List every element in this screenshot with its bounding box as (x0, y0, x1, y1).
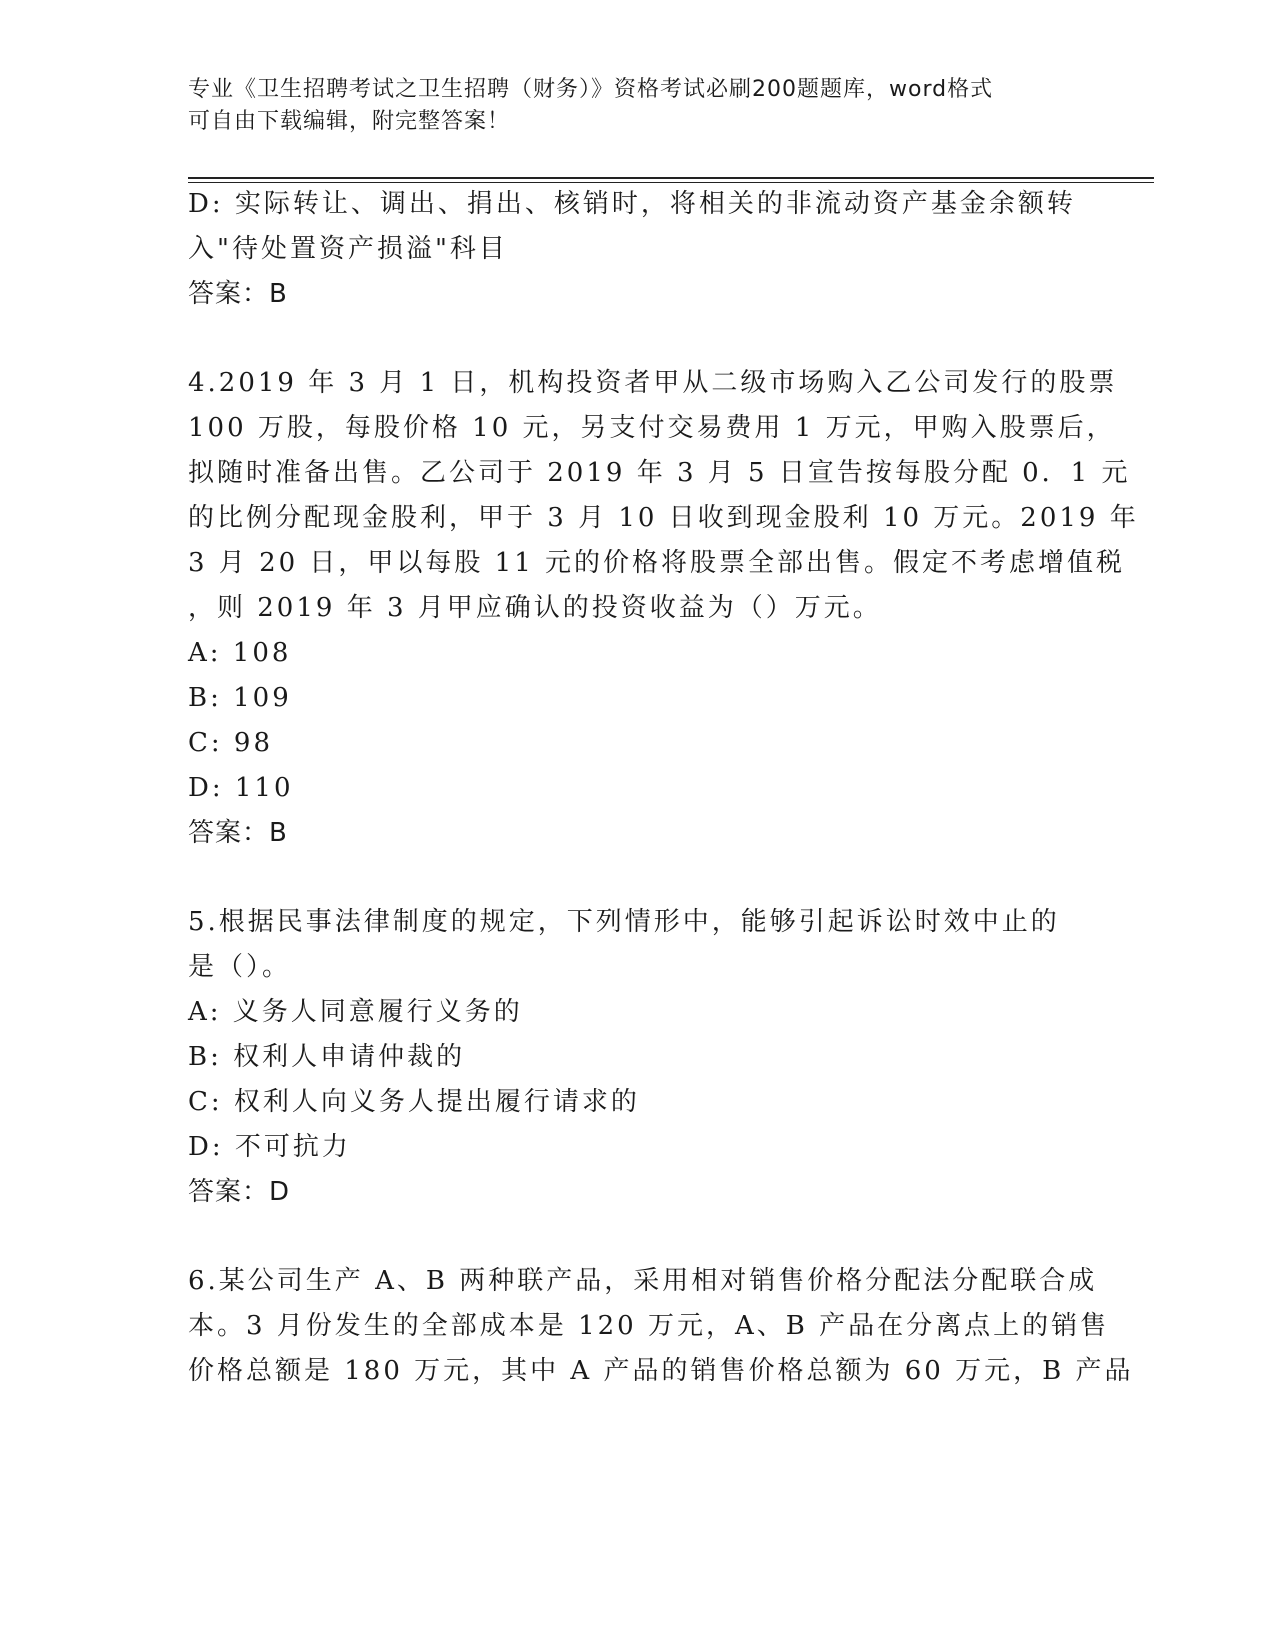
spacer (188, 317, 1088, 361)
q4-stem-line-3: 拟随时准备出售。乙公司于 2019 年 3 月 5 日宣告按每股分配 0．1 元 (188, 458, 1131, 488)
q4-stem-line-4: 的比例分配现金股利，甲于 3 月 10 日收到现金股利 10 万元。2019 年 (188, 503, 1139, 533)
spacer (188, 856, 1088, 900)
q5-option-c: C: 权利人向义务人提出履行请求的 (188, 1087, 640, 1117)
q4-stem-line-6: ，则 2019 年 3 月甲应确认的投资收益为（）万元。 (188, 593, 882, 623)
q3-answer: 答案：B (188, 279, 288, 309)
q6-stem-line-2: 本。3 月份发生的全部成本是 120 万元，A、B 产品在分离点上的销售 (188, 1311, 1110, 1341)
q4-option-d: D: 110 (188, 773, 294, 803)
q6-stem-line-1: 6.某公司生产 A、B 两种联产品，采用相对销售价格分配法分配联合成 (188, 1266, 1098, 1296)
header-title-line-2: 可自由下载编辑，附完整答案！ (188, 109, 511, 134)
q4-option-b: B: 109 (188, 683, 292, 713)
q4-answer: 答案：B (188, 818, 288, 848)
header-title-line-1: 专业《卫生招聘考试之卫生招聘（财务）》资格考试必刷200题题库，word格式 (188, 77, 994, 102)
q4-option-c: C: 98 (188, 728, 274, 758)
q5-option-b: B: 权利人申请仲裁的 (188, 1042, 466, 1072)
q4-option-a: A: 108 (188, 638, 292, 668)
q5-option-a: A: 义务人同意履行义务的 (188, 997, 523, 1027)
q5-stem-line-1: 5.根据民事法律制度的规定，下列情形中，能够引起诉讼时效中止的 (188, 907, 1060, 937)
q4-stem-line-5: 3 月 20 日，甲以每股 11 元的价格将股票全部出售。假定不考虑增值税 (188, 548, 1126, 578)
question-content (188, 182, 1139, 1394)
q3-option-d-line-2: 入"待处置资产损溢"科目 (188, 234, 508, 264)
q5-stem-line-2: 是（）。 (188, 952, 292, 982)
q5-answer: 答案：D (188, 1177, 291, 1207)
q4-stem-line-1: 4.2019 年 3 月 1 日，机构投资者甲从二级市场购入乙公司发行的股票 (188, 368, 1118, 398)
q4-stem-line-2: 100 万股，每股价格 10 元，另支付交易费用 1 万元，甲购入股票后， (188, 413, 1116, 443)
q5-option-d: D: 不可抗力 (188, 1132, 351, 1162)
spacer (188, 1215, 1088, 1259)
document-header (188, 74, 1068, 138)
q6-stem-line-3: 价格总额是 180 万元，其中 A 产品的销售价格总额为 60 万元，B 产品 (188, 1356, 1134, 1386)
q3-option-d-line-1: D: 实际转让、调出、捐出、核销时，将相关的非流动资产基金余额转 (188, 189, 1076, 219)
